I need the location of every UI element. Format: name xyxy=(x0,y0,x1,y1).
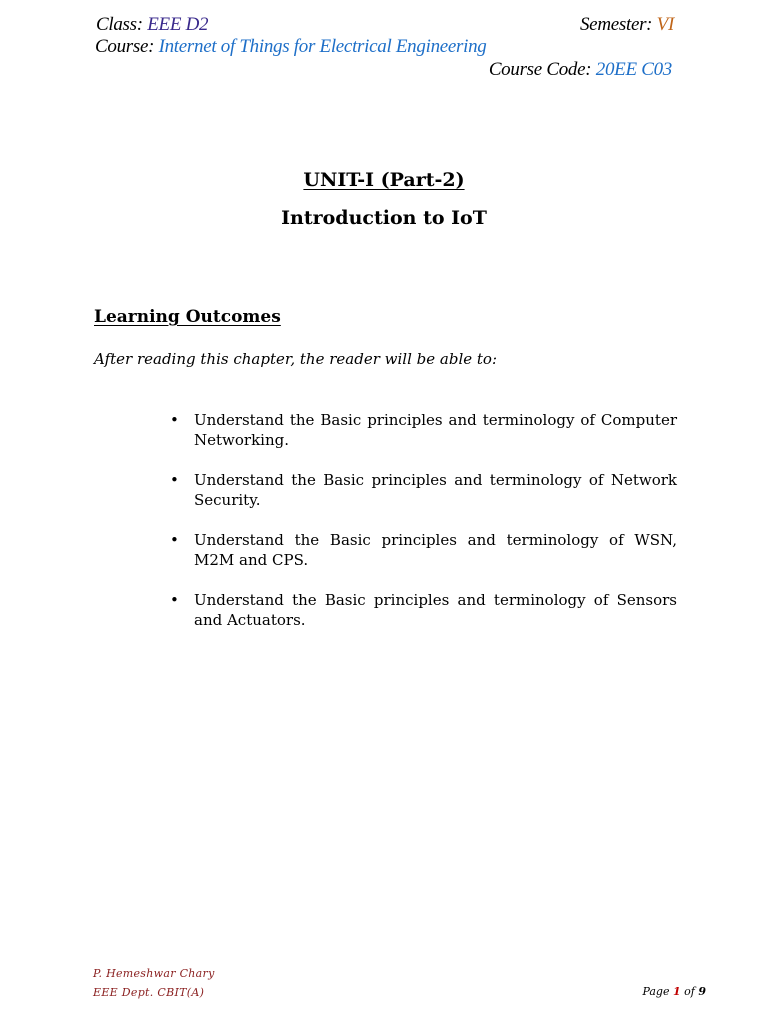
learning-outcomes-list xyxy=(165,410,677,650)
learning-outcomes-heading: Learning Outcomes xyxy=(94,307,281,327)
course-label: Course: xyxy=(95,36,155,57)
course-code-label: Course Code: xyxy=(488,59,592,80)
semester-value: VI xyxy=(656,14,674,35)
list-item-text: Understand the Basic principles and terminology of Computer Networking. xyxy=(194,411,677,449)
learning-outcomes-intro: After reading this chapter, the reader will be able to: xyxy=(94,350,497,368)
bullet-icon: • xyxy=(170,591,179,609)
course-code-value: 20EE C03 xyxy=(595,59,672,80)
list-item xyxy=(165,470,677,510)
list-item xyxy=(165,590,677,630)
footer-department: EEE Dept. CBIT(A) xyxy=(93,986,205,999)
class-line xyxy=(96,14,208,36)
list-item xyxy=(165,530,677,570)
page-number: 1 xyxy=(672,985,681,998)
page-total: 9 xyxy=(698,985,706,998)
list-item-text: Understand the Basic principles and terminology of Sensors and Actuators. xyxy=(194,591,677,629)
course-value: Internet of Things for Electrical Engineering xyxy=(158,36,487,57)
bullet-icon: • xyxy=(170,471,179,489)
page-of-label: of xyxy=(684,985,695,998)
list-item-text: Understand the Basic principles and terminology of Network Security. xyxy=(194,471,677,509)
semester-line xyxy=(580,14,674,36)
bullet-icon: • xyxy=(170,411,179,429)
topic-title: Introduction to IoT xyxy=(281,207,487,229)
semester-label: Semester: xyxy=(579,14,653,35)
bullet-icon: • xyxy=(170,531,179,549)
course-code-line xyxy=(489,59,672,81)
class-value: EEE D2 xyxy=(147,14,209,35)
footer-author: P. Hemeshwar Chary xyxy=(93,967,215,980)
course-line xyxy=(95,36,487,58)
list-item-text: Understand the Basic principles and terminology of WSN, M2M and CPS. xyxy=(194,531,677,569)
class-label: Class: xyxy=(96,14,143,35)
page-indicator xyxy=(642,985,706,998)
page-label: Page xyxy=(642,985,670,998)
unit-title: UNIT-I (Part-2) xyxy=(303,169,465,191)
list-item xyxy=(165,410,677,450)
